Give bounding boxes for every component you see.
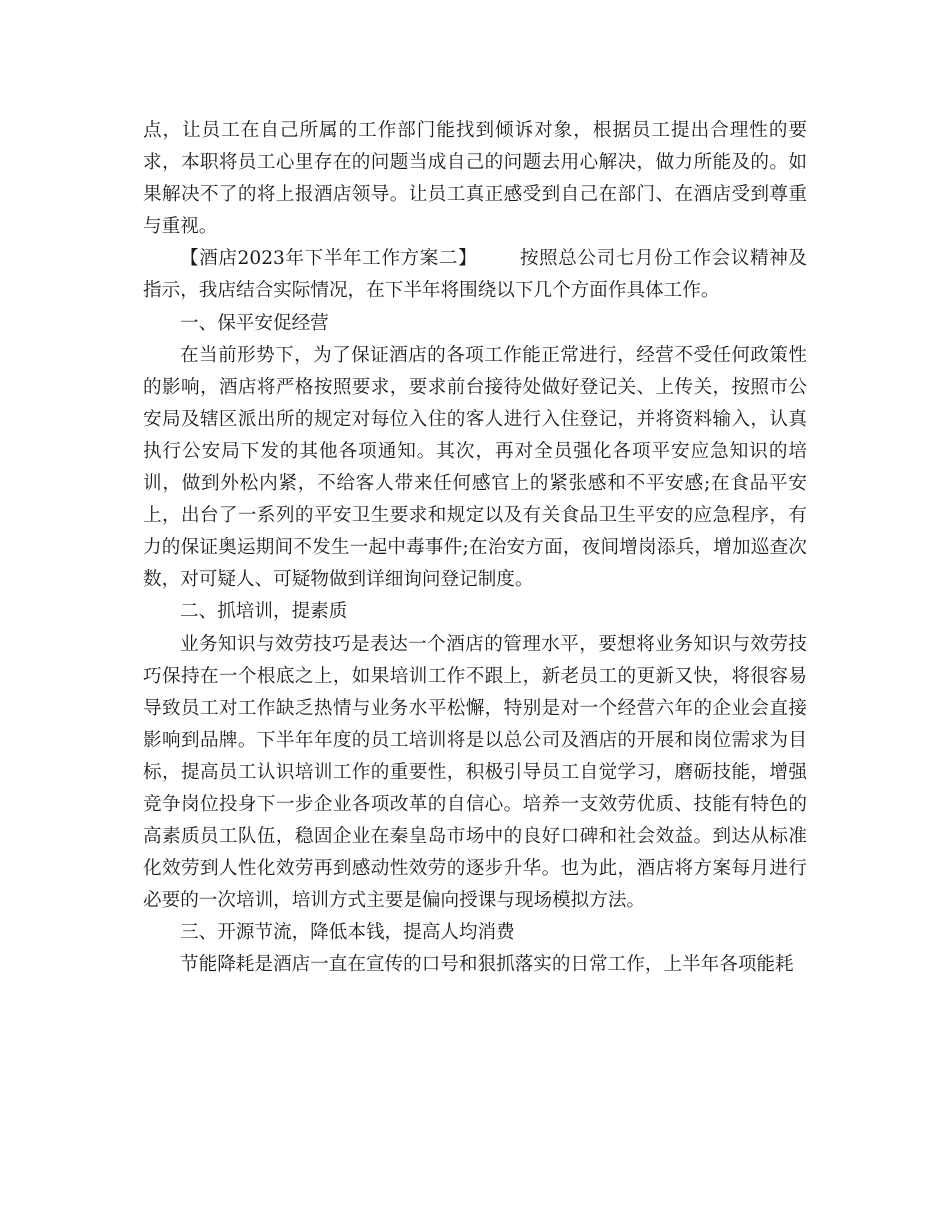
plan-two-title: 【酒店2023年下半年工作方案二】 (180, 248, 478, 270)
section-heading-safety: 一、保平安促经营 (180, 312, 329, 334)
paragraph-training: 业务知识与效劳技巧是表达一个酒店的管理水平，要想将业务知识与效劳技巧保持在一个根底之上，如果培训工作不跟上，新老员工的更新又快，将很容易导致员工对工作缺乏热情与业务水平松懈，特别是对一个经营六年的企业会直接影响到品牌。下半年年度的员工培训将是以总公司及酒店的开展和岗位需求为目标，提高员工认识培训工作的重要性，积极引导员工自觉学习，磨砺技能，增强竞争岗位投身下一步企业各项改革的自信心。培养一支效劳优质、技能有特色的高素质员工队伍，稳固企业在秦皇岛市场中的良好口碑和社会效益。到达从标准化效劳到人性化效劳再到感动性效劳的逐步升华。也为此，酒店将方案每月进行必要的一次培训，培训方式主要是偏向授课与现场模拟方法。 (143, 633, 807, 912)
paragraph-plan-two (143, 243, 807, 307)
paragraph-continuation: 点，让员工在自己所属的工作部门能找到倾诉对象，根据员工提出合理性的要求，本职将员工心里存在的问题当成自己的问题去用心解决，做力所能及的。如果解决不了的将上报酒店领导。让员工真正感受到自己在部门、在酒店受到尊重与重视。 (143, 120, 807, 238)
paragraph-cost: 节能降耗是酒店一直在宣传的口号和狠抓落实的日常工作，上半年各项能耗 (180, 954, 794, 976)
document-body (143, 115, 807, 982)
paragraph-safety: 在当前形势下，为了保证酒店的各项工作能正常进行，经营不受任何政策性的影响，酒店将严格按照要求，要求前台接待处做好登记关、上传关，按照市公安局及辖区派出所的规定对每位入住的客人进行入住登记，并将资料输入，认真执行公安局下发的其他各项通知。其次，再对全员强化各项平安应急知识的培训，做到外松内紧，不给客人带来任何感官上的紧张感和不平安感;在食品平安上，出台了一系列的平安卫生要求和规定以及有关食品卫生平安的应急程序，有力的保证奥运期间不发生一起中毒事件;在治安方面，夜间增岗添兵，增加巡查次数，对可疑人、可疑物做到详细询问登记制度。 (143, 344, 807, 591)
plan-two-intro: 按照总公司七月份工作会议精神及指示，我店结合实际情况，在下半年将围绕以下几个方面作具体工作。 (143, 248, 807, 302)
section-heading-training: 二、抓培训，提素质 (180, 601, 348, 623)
section-heading-cost: 三、开源节流，降低本钱，提高人均消费 (180, 922, 515, 944)
